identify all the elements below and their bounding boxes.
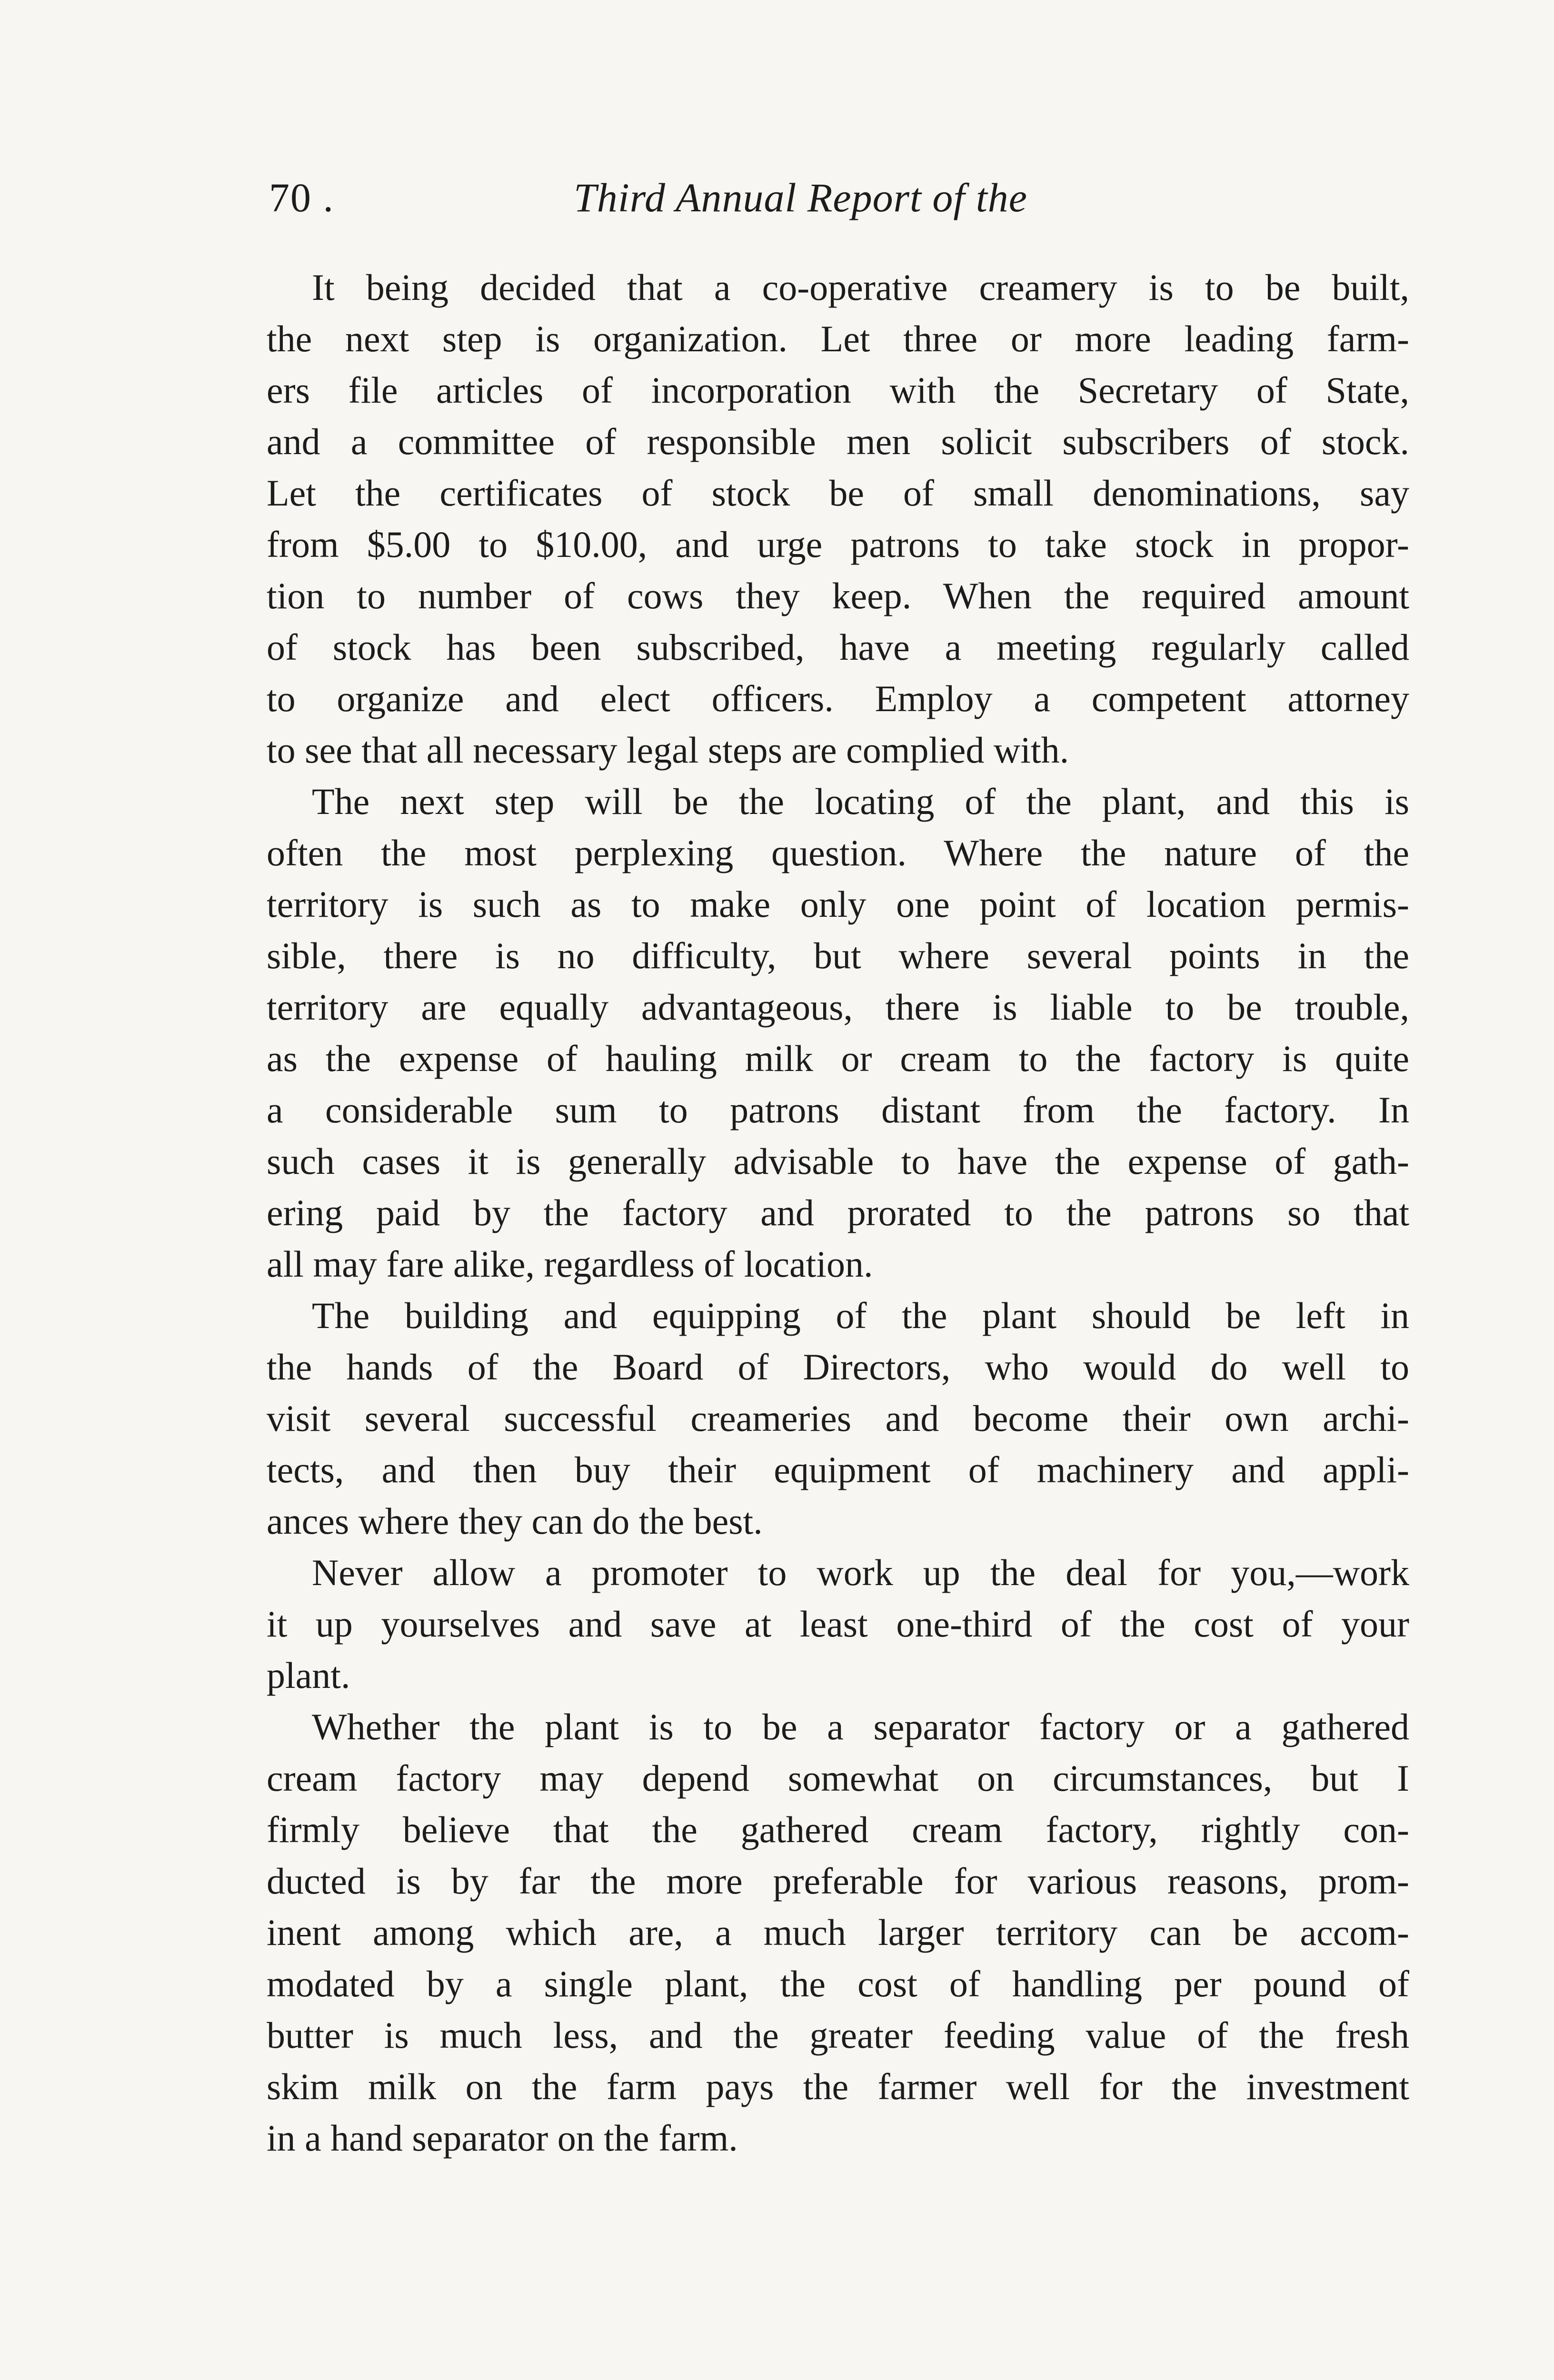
paragraph-factory-type (267, 1701, 1409, 2164)
text-line: often the most perplexing question. Where the nature of the (267, 832, 1409, 873)
paragraph-promoter (267, 1547, 1409, 1701)
text-line: plant. (267, 1655, 350, 1696)
text-line: Whether the plant is to be a separator factory or a gathered (312, 1706, 1409, 1747)
text-line: sible, there is no difficulty, but where several points in the (267, 935, 1409, 976)
text-line: modated by a single plant, the cost of handling per pound of (267, 1963, 1409, 2004)
text-line: to organize and elect officers. Employ a competent attorney (267, 678, 1409, 719)
running-title: Third Annual Report of the (574, 175, 1027, 220)
text-line: The building and equipping of the plant should be left in (312, 1295, 1409, 1336)
paragraph-location (267, 776, 1409, 1290)
text-line: ances where they can do the best. (267, 1500, 763, 1542)
text-line: a considerable sum to patrons distant from the factory. In (267, 1089, 1409, 1130)
text-line: butter is much less, and the greater feeding value of the fresh (267, 2014, 1409, 2056)
text-line: territory are equally advantageous, there is liable to be trouble, (267, 986, 1409, 1028)
paragraph-organization (267, 262, 1409, 776)
running-head (0, 171, 1554, 228)
text-line: visit several successful creameries and become their own archi- (267, 1398, 1409, 1439)
text-line: as the expense of hauling milk or cream to the factory is quite (267, 1038, 1409, 1079)
text-line: ers file articles of incorporation with the Secretary of State, (267, 369, 1409, 411)
text-line: Let the certificates of stock be of small denominations, say (267, 472, 1409, 514)
text-line: It being decided that a co-operative creamery is to be built, (312, 267, 1409, 308)
text-line: Never allow a promoter to work up the deal for you,—work (312, 1552, 1409, 1593)
text-line: skim milk on the farm pays the farmer well for the investment (267, 2066, 1409, 2107)
text-line: ducted is by far the more preferable for various reasons, prom- (267, 1860, 1409, 1902)
text-line: inent among which are, a much larger territory can be accom- (267, 1912, 1409, 1953)
page-number: 70 . (269, 175, 334, 220)
text-line: in a hand separator on the farm. (267, 2117, 738, 2159)
body-text (267, 262, 1409, 2164)
text-line: tects, and then buy their equipment of machinery and appli- (267, 1449, 1409, 1490)
text-line: it up yourselves and save at least one-third of the cost of your (267, 1603, 1409, 1645)
text-line: The next step will be the locating of the plant, and this is (312, 781, 1409, 822)
text-line: ering paid by the factory and prorated to the patrons so that (267, 1192, 1409, 1233)
text-line: territory is such as to make only one point of location permis- (267, 883, 1409, 925)
text-line: to see that all necessary legal steps are complied with. (267, 729, 1069, 771)
text-line: firmly believe that the gathered cream factory, rightly con- (267, 1809, 1409, 1850)
text-line: of stock has been subscribed, have a meeting regularly called (267, 626, 1409, 668)
paragraph-building (267, 1290, 1409, 1547)
text-line: the hands of the Board of Directors, who would do well to (267, 1346, 1409, 1388)
text-line: from $5.00 to $10.00, and urge patrons to take stock in propor- (267, 524, 1409, 565)
text-line: cream factory may depend somewhat on circumstances, but I (267, 1757, 1409, 1799)
text-line: the next step is organization. Let three or more leading farm- (267, 318, 1409, 359)
text-line: such cases it is generally advisable to have the expense of gath- (267, 1140, 1409, 1182)
text-line: tion to number of cows they keep. When the required amount (267, 575, 1409, 616)
text-line: all may fare alike, regardless of location. (267, 1243, 873, 1285)
text-line: and a committee of responsible men solicit subscribers of stock. (267, 421, 1409, 462)
